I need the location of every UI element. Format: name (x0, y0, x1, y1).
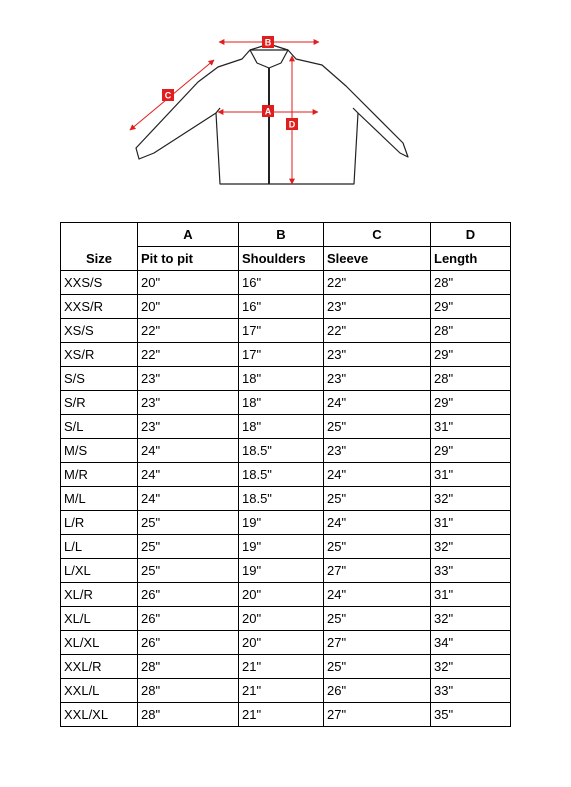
label-d: D (288, 119, 296, 130)
table-row-cell: 23" (138, 415, 239, 439)
table-row-cell: XL/L (61, 607, 138, 631)
table-row-cell: XL/XL (61, 631, 138, 655)
table-row-cell: M/S (61, 439, 138, 463)
table-row-cell: 20" (239, 583, 324, 607)
table-row-cell: 35" (431, 703, 511, 727)
table-row-cell: 22" (138, 343, 239, 367)
table-row-cell: 33" (431, 679, 511, 703)
table-row-cell: 20" (138, 295, 239, 319)
table-row-cell: 32" (431, 487, 511, 511)
table-row-cell: 25" (138, 535, 239, 559)
table-row-cell: 23" (324, 439, 431, 463)
table-row-cell: 20" (239, 631, 324, 655)
table-row-cell: 27" (324, 631, 431, 655)
table-row-cell: 23" (324, 343, 431, 367)
table-row (61, 271, 511, 295)
table-row-cell: XXL/L (61, 679, 138, 703)
measurement-letter-row-cell: D (431, 223, 511, 247)
measurement-letter-row-cell: B (239, 223, 324, 247)
table-row-cell: 31" (431, 463, 511, 487)
table-row-cell: XXS/R (61, 295, 138, 319)
table-row (61, 343, 511, 367)
table-row-cell: M/L (61, 487, 138, 511)
measurement-letter-row-cell: C (324, 223, 431, 247)
table-row-cell: 28" (431, 319, 511, 343)
table-row-cell: 25" (324, 655, 431, 679)
table-header-row-cell: Shoulders (239, 247, 324, 271)
table-row-cell: XXL/XL (61, 703, 138, 727)
table-row-cell: 23" (324, 367, 431, 391)
table-row-cell: 25" (138, 511, 239, 535)
table-row-cell: 19" (239, 535, 324, 559)
table-row-cell: 22" (324, 271, 431, 295)
table-row-cell: 21" (239, 703, 324, 727)
table-row-cell: 17" (239, 343, 324, 367)
table-row-cell: 33" (431, 559, 511, 583)
table-row-cell: 24" (324, 511, 431, 535)
table-row-cell: 23" (324, 295, 431, 319)
table-row (61, 655, 511, 679)
table-row-cell: 24" (138, 463, 239, 487)
table-row-cell: 27" (324, 703, 431, 727)
table-row-cell: 32" (431, 607, 511, 631)
table-row-cell: 18.5" (239, 487, 324, 511)
measurement-letter-row (61, 223, 511, 247)
table-row (61, 391, 511, 415)
table-row-cell: 23" (138, 367, 239, 391)
label-a: A (264, 106, 272, 117)
table-row-cell: 24" (324, 463, 431, 487)
table-row-cell: 29" (431, 295, 511, 319)
table-row-cell: 18.5" (239, 463, 324, 487)
table-row-cell: L/XL (61, 559, 138, 583)
table-row-cell: 21" (239, 679, 324, 703)
table-row (61, 295, 511, 319)
table-row (61, 631, 511, 655)
table-row-cell: XXL/R (61, 655, 138, 679)
measurement-lines (130, 42, 319, 184)
table-row (61, 487, 511, 511)
table-row-cell: S/R (61, 391, 138, 415)
table-row-cell: 25" (324, 607, 431, 631)
table-row-cell: 26" (324, 679, 431, 703)
table-row (61, 415, 511, 439)
table-row-cell: 18" (239, 415, 324, 439)
table-row-cell: L/L (61, 535, 138, 559)
table-row-cell: 24" (138, 439, 239, 463)
size-chart-table (60, 222, 511, 727)
table-row-cell: XS/R (61, 343, 138, 367)
table-row-cell: 28" (431, 271, 511, 295)
table-row-cell: 20" (138, 271, 239, 295)
table-row (61, 559, 511, 583)
table-row-cell: 34" (431, 631, 511, 655)
table-row-cell: 27" (324, 559, 431, 583)
table-row-cell: 28" (138, 679, 239, 703)
table-header-row-cell: Length (431, 247, 511, 271)
table-row-cell: 24" (138, 487, 239, 511)
table-row-cell: 22" (324, 319, 431, 343)
table-header-row-cell: Pit to pit (138, 247, 239, 271)
table-row-cell: 17" (239, 319, 324, 343)
table-row-cell: 22" (138, 319, 239, 343)
table-row (61, 703, 511, 727)
table-row (61, 319, 511, 343)
table-row-cell: 31" (431, 415, 511, 439)
table-row-cell: 29" (431, 343, 511, 367)
table-row-cell: 29" (431, 439, 511, 463)
table-row-cell: 26" (138, 631, 239, 655)
measurement-letter-row-cell: A (138, 223, 239, 247)
table-row-cell: 31" (431, 511, 511, 535)
label-c: C (164, 90, 172, 101)
table-header-row-cell: Sleeve (324, 247, 431, 271)
table-row-cell: 28" (431, 367, 511, 391)
table-row-cell: 25" (324, 487, 431, 511)
table-row-cell: 21" (239, 655, 324, 679)
table-row-cell: L/R (61, 511, 138, 535)
table-row-cell: 24" (324, 583, 431, 607)
table-row-cell: XXS/S (61, 271, 138, 295)
table-row-cell: 26" (138, 583, 239, 607)
table-row-cell: 19" (239, 511, 324, 535)
table-row-cell: 20" (239, 607, 324, 631)
table-row-cell: 28" (138, 703, 239, 727)
table-row-cell: S/L (61, 415, 138, 439)
table-row-cell: 32" (431, 535, 511, 559)
table-row (61, 511, 511, 535)
table-row-cell: 18.5" (239, 439, 324, 463)
table-row-cell: M/R (61, 463, 138, 487)
table-header-row-cell: Size (61, 247, 138, 271)
table-row-cell: 25" (324, 535, 431, 559)
table-row-cell: 25" (138, 559, 239, 583)
table-row-cell: 31" (431, 583, 511, 607)
table-row-cell: 16" (239, 295, 324, 319)
table-row-cell: 25" (324, 415, 431, 439)
table-row-cell: 24" (324, 391, 431, 415)
table-row (61, 679, 511, 703)
table-row-cell: 32" (431, 655, 511, 679)
table-row (61, 535, 511, 559)
jacket-measurement-diagram (120, 30, 420, 195)
table-row-cell: 29" (431, 391, 511, 415)
table-row-cell: 16" (239, 271, 324, 295)
table-row-cell: 19" (239, 559, 324, 583)
table-row-cell: 18" (239, 367, 324, 391)
label-b: B (264, 37, 272, 48)
table-row-cell: 23" (138, 391, 239, 415)
table-row-cell: XL/R (61, 583, 138, 607)
table-row-cell: 26" (138, 607, 239, 631)
table-row (61, 607, 511, 631)
table-row (61, 439, 511, 463)
table-row-cell: 18" (239, 391, 324, 415)
table-header-row (61, 247, 511, 271)
table-row (61, 367, 511, 391)
table-row-cell: XS/S (61, 319, 138, 343)
table-row (61, 463, 511, 487)
measurement-letter-row-cell (61, 223, 138, 247)
table-row (61, 583, 511, 607)
table-row-cell: S/S (61, 367, 138, 391)
table-row-cell: 28" (138, 655, 239, 679)
